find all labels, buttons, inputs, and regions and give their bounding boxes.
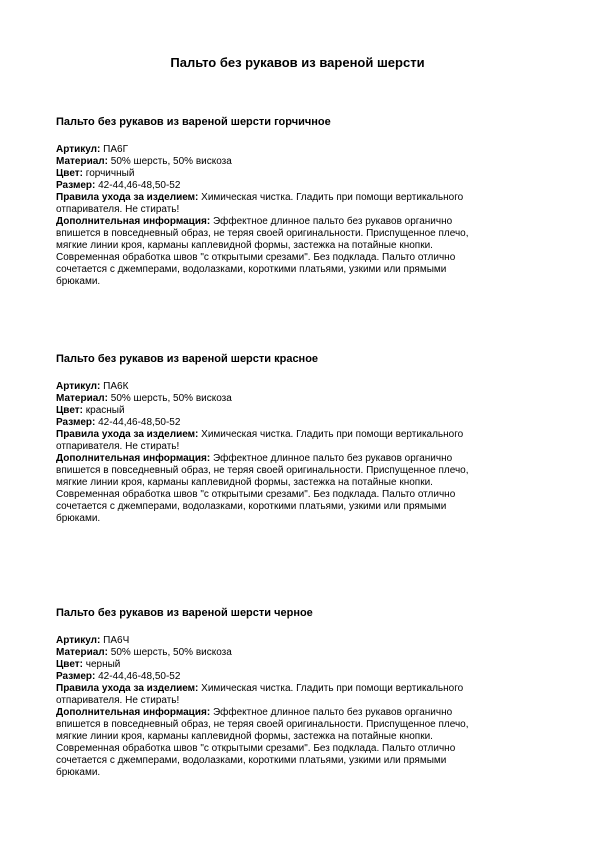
extra-text-line6: брюками. [56,767,101,778]
color-value: красный [85,405,125,416]
extra-text-line5: сочетается с джемперами, водолазками, короткими платьями, узкими или прямыми [56,501,447,512]
extra-field [56,216,542,288]
material-value: 50% шерсть, 50% вискоза [110,647,232,658]
size-label: Размер: [56,180,96,191]
material-field [56,156,542,168]
extra-text-line4: Современная обработка швов "с открытыми срезами". Без подкладa. Пальто отлично [56,743,456,754]
extra-text-line6: брюками. [56,513,101,524]
size-field [56,417,542,429]
material-value: 50% шерсть, 50% вискоза [110,156,232,167]
size-label: Размер: [56,417,96,428]
extra-text-line5: сочетается с джемперами, водолазками, короткими платьями, узкими или прямыми [56,264,447,275]
extra-field [56,707,542,779]
care-text-line1: Химическая чистка. Гладить при помощи вертикального [201,683,464,694]
color-value: черный [85,659,121,670]
material-value: 50% шерсть, 50% вискоза [110,393,232,404]
material-field [56,647,542,659]
sku-value: ПА6К [103,381,129,392]
document-title: Пальто без рукавов из вареной шерсти [170,55,425,70]
care-text-line2: отпаривателя. Не стирать! [56,204,180,215]
care-label: Правила ухода за изделием: [56,429,199,440]
care-text-line2: отпаривателя. Не стирать! [56,441,180,452]
sku-field [56,144,542,156]
extra-text-line4: Современная обработка швов "с открытыми срезами". Без подкладa. Пальто отлично [56,252,456,263]
care-text-line1: Химическая чистка. Гладить при помощи вертикального [201,192,464,203]
color-value: горчичный [85,168,135,179]
product-title: Пальто без рукавов из вареной шерсти красное [56,353,319,365]
size-field [56,671,542,683]
extra-text-line6: брюками. [56,276,101,287]
care-text-line2: отпаривателя. Не стирать! [56,695,180,706]
material-field [56,393,542,405]
extra-text-line3: мягкие линии кроя, карманы каплевидной формы, застежка на потайные кнопки. [56,240,433,251]
extra-text-line5: сочетается с джемперами, водолазками, короткими платьями, узкими или прямыми [56,755,447,766]
product-title: Пальто без рукавов из вареной шерсти черное [56,607,313,619]
care-field [56,192,542,216]
extra-text-line1: Эффектное длинное пальто без рукавов органично [212,216,453,227]
product-title: Пальто без рукавов из вареной шерсти горчичное [56,116,331,128]
care-field [56,429,542,453]
color-label: Цвет: [56,168,83,179]
product-section-mustard [56,116,542,288]
sku-value: ПА6Ч [103,635,130,646]
material-label: Материал: [56,156,108,167]
size-value: 42-44,46-48,50-52 [98,180,181,191]
material-label: Материал: [56,393,108,404]
care-label: Правила ухода за изделием: [56,683,199,694]
care-label: Правила ухода за изделием: [56,192,199,203]
product-section-black [56,607,542,779]
sku-label: Артикул: [56,381,101,392]
size-field [56,180,542,192]
size-label: Размер: [56,671,96,682]
extra-text-line3: мягкие линии кроя, карманы каплевидной формы, застежка на потайные кнопки. [56,731,433,742]
color-field [56,659,542,671]
extra-field [56,453,542,525]
extra-text-line2: впишется в повседневный образ, не теряя своей оригинальности. Приспущенное плечо, [56,228,469,239]
extra-text-line1: Эффектное длинное пальто без рукавов органично [212,453,453,464]
extra-text-line4: Современная обработка швов "с открытыми срезами". Без подкладa. Пальто отлично [56,489,456,500]
sku-label: Артикул: [56,635,101,646]
extra-text-line3: мягкие линии кроя, карманы каплевидной формы, застежка на потайные кнопки. [56,477,433,488]
care-text-line1: Химическая чистка. Гладить при помощи вертикального [201,429,464,440]
sku-field [56,635,542,647]
color-field [56,168,542,180]
size-value: 42-44,46-48,50-52 [98,417,181,428]
extra-label: Дополнительная информация: [56,707,211,718]
sku-field [56,381,542,393]
color-label: Цвет: [56,405,83,416]
extra-text-line1: Эффектное длинное пальто без рукавов органично [212,707,453,718]
material-label: Материал: [56,647,108,658]
color-field [56,405,542,417]
extra-label: Дополнительная информация: [56,453,211,464]
size-value: 42-44,46-48,50-52 [98,671,181,682]
color-label: Цвет: [56,659,83,670]
sku-label: Артикул: [56,144,101,155]
extra-label: Дополнительная информация: [56,216,211,227]
care-field [56,683,542,707]
extra-text-line2: впишется в повседневный образ, не теряя своей оригинальности. Приспущенное плечо, [56,719,469,730]
sku-value: ПА6Г [103,144,128,155]
product-section-red [56,353,542,525]
extra-text-line2: впишется в повседневный образ, не теряя своей оригинальности. Приспущенное плечо, [56,465,469,476]
